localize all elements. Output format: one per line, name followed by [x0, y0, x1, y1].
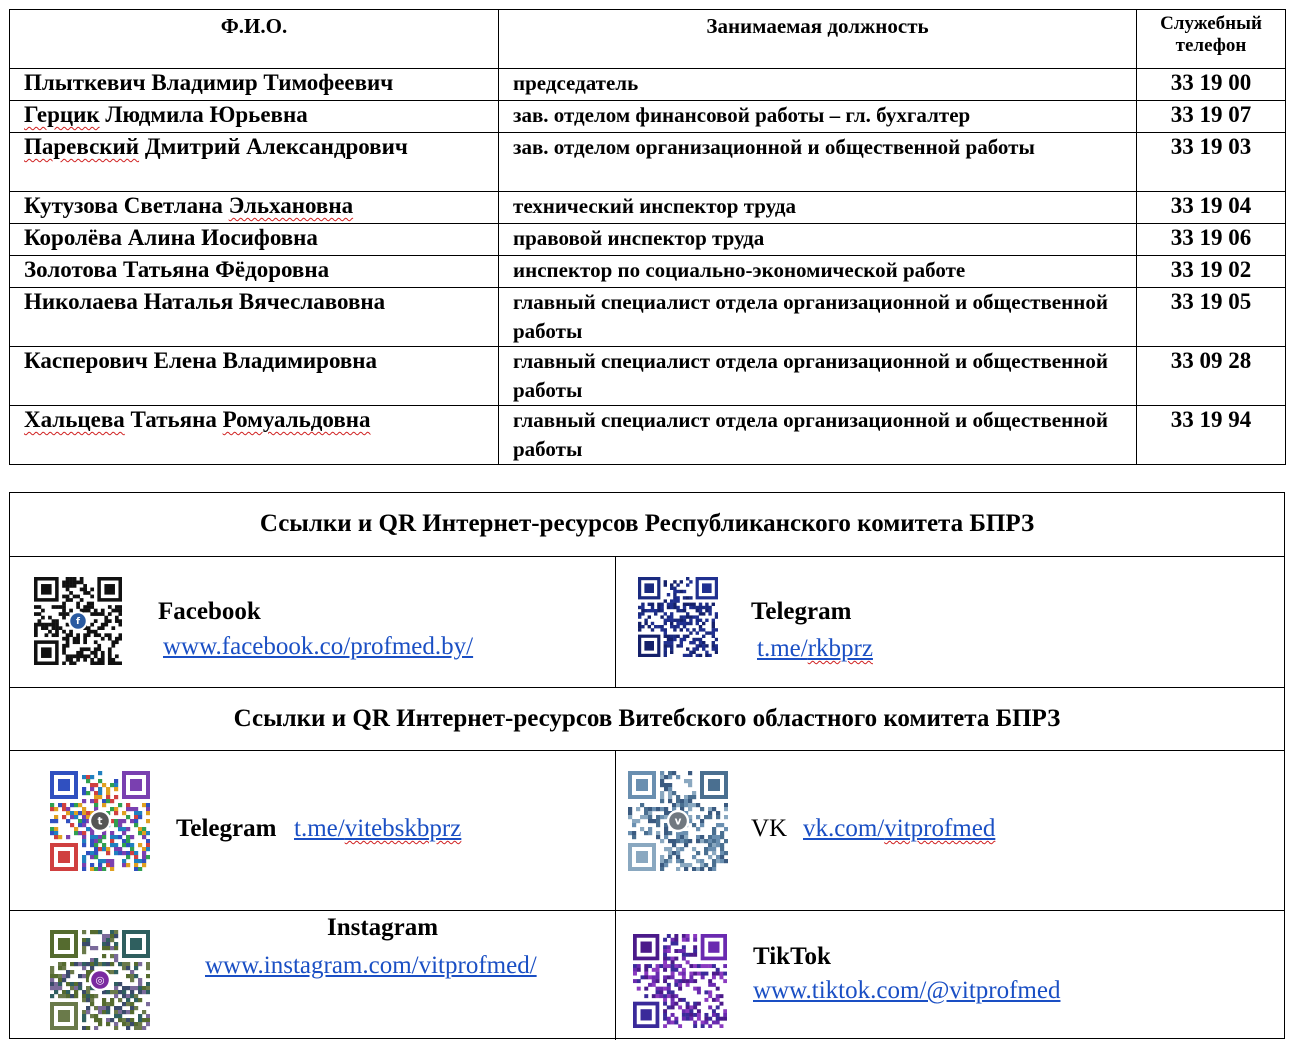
staff-name: Хальцева Татьяна Ромуальдовна: [10, 406, 499, 465]
staff-phone: 33 19 02: [1137, 256, 1286, 288]
svg-text:v: v: [674, 815, 682, 828]
svg-text:t: t: [97, 815, 103, 828]
facebook-link[interactable]: www.facebook.co/profmed.by/: [163, 633, 474, 660]
divider: [10, 556, 1284, 557]
qr-pattern: [633, 934, 727, 1028]
telegram-vitebsk-link[interactable]: t.me/vitebskbprz: [294, 815, 462, 842]
table-row: [10, 406, 1286, 465]
instagram-icon: [89, 969, 111, 991]
links-panel: [9, 492, 1285, 1039]
staff-phone: 33 19 05: [1137, 288, 1286, 347]
staff-phone: 33 19 00: [1137, 69, 1286, 101]
staff-position: зав. отделом организационной и общественной работы: [499, 133, 1137, 192]
instagram-label: Instagram: [327, 914, 439, 941]
tiktok-link[interactable]: www.tiktok.com/@vitprofmed: [753, 977, 1061, 1004]
svg-text:f: f: [76, 617, 80, 628]
table-row: [10, 133, 1286, 192]
qr-pattern: [50, 930, 150, 1030]
vk-icon: [667, 810, 689, 832]
divider: [10, 687, 1284, 688]
staff-position: зав. отделом финансовой работы – гл. бухгалтер: [499, 101, 1137, 133]
staff-name: Николаева Наталья Вячеславовна: [10, 288, 499, 347]
table-header-row: [10, 10, 1286, 69]
staff-position: главный специалист отдела организационной и общественной работы: [499, 288, 1137, 347]
facebook-icon: [68, 611, 88, 631]
divider: [615, 556, 616, 687]
staff-position: инспектор по социально-экономической работе: [499, 256, 1137, 288]
vitebsk-section-title: Ссылки и QR Интернет-ресурсов Витебского областного комитета БПРЗ: [233, 705, 1061, 732]
table-row: [10, 101, 1286, 133]
staff-phone: 33 19 04: [1137, 192, 1286, 224]
table-row: [10, 69, 1286, 101]
staff-position: председатель: [499, 69, 1137, 101]
staff-name: Касперович Елена Владимировна: [10, 347, 499, 406]
table-row: [10, 347, 1286, 406]
staff-name: Герцик Людмила Юрьевна: [10, 101, 499, 133]
staff-phone: 33 19 07: [1137, 101, 1286, 133]
table-row: [10, 288, 1286, 347]
table-row: [10, 224, 1286, 256]
tiktok-label: TikTok: [753, 943, 831, 970]
svg-text:◎: ◎: [95, 974, 105, 987]
telegram-republican-label: Telegram: [751, 598, 852, 625]
vk-qr-code: [628, 771, 728, 871]
telegram-republican-link[interactable]: t.me/rkbprz: [757, 635, 873, 662]
staff-phone: 33 19 06: [1137, 224, 1286, 256]
header-phone: [1137, 10, 1286, 69]
divider: [615, 750, 616, 1040]
staff-position: технический инспектор труда: [499, 192, 1137, 224]
instagram-qr-code: [50, 930, 150, 1030]
qr-pattern: [34, 577, 122, 665]
divider: [10, 750, 1284, 751]
staff-position: правовой инспектор труда: [499, 224, 1137, 256]
staff-phone: 33 09 28: [1137, 347, 1286, 406]
staff-position: главный специалист отдела организационной и общественной работы: [499, 347, 1137, 406]
facebook-label: Facebook: [158, 598, 261, 625]
instagram-link[interactable]: www.instagram.com/vitprofmed/: [205, 952, 537, 979]
telegram-vitebsk-label: Telegram: [176, 815, 277, 842]
staff-name: Плыткевич Владимир Тимофеевич: [10, 69, 499, 101]
staff-position: главный специалист отдела организационной и общественной работы: [499, 406, 1137, 465]
facebook-qr-code: [34, 577, 122, 665]
header-phone-line2: телефон: [1175, 35, 1247, 56]
staff-name: Кутузова Светлана Эльхановна: [10, 192, 499, 224]
header-position: Занимаемая должность: [499, 10, 1137, 69]
staff-name: Королёва Алина Иосифовна: [10, 224, 499, 256]
qr-pattern: [50, 771, 150, 871]
telegram-icon: [89, 810, 111, 832]
header-name: Ф.И.О.: [10, 10, 499, 69]
staff-name: Золотова Татьяна Фёдоровна: [10, 256, 499, 288]
staff-name: Паревский Дмитрий Александрович: [10, 133, 499, 192]
staff-phone: 33 19 03: [1137, 133, 1286, 192]
staff-table: [9, 9, 1286, 465]
republican-section-title: Ссылки и QR Интернет-ресурсов Республиканского комитета БПРЗ: [259, 510, 1035, 537]
table-row: [10, 256, 1286, 288]
vk-link[interactable]: vk.com/vitprofmed: [803, 815, 996, 842]
tiktok-qr-code: [633, 934, 727, 1028]
telegram-republican-qr-code: [638, 577, 718, 657]
table-row: [10, 192, 1286, 224]
divider: [10, 910, 1284, 911]
qr-pattern: [638, 577, 718, 657]
vk-label: VK: [751, 815, 788, 842]
staff-phone: 33 19 94: [1137, 406, 1286, 465]
qr-pattern: [628, 771, 728, 871]
header-phone-line1: Служебный: [1160, 13, 1262, 34]
telegram-vitebsk-qr-code: [50, 771, 150, 871]
